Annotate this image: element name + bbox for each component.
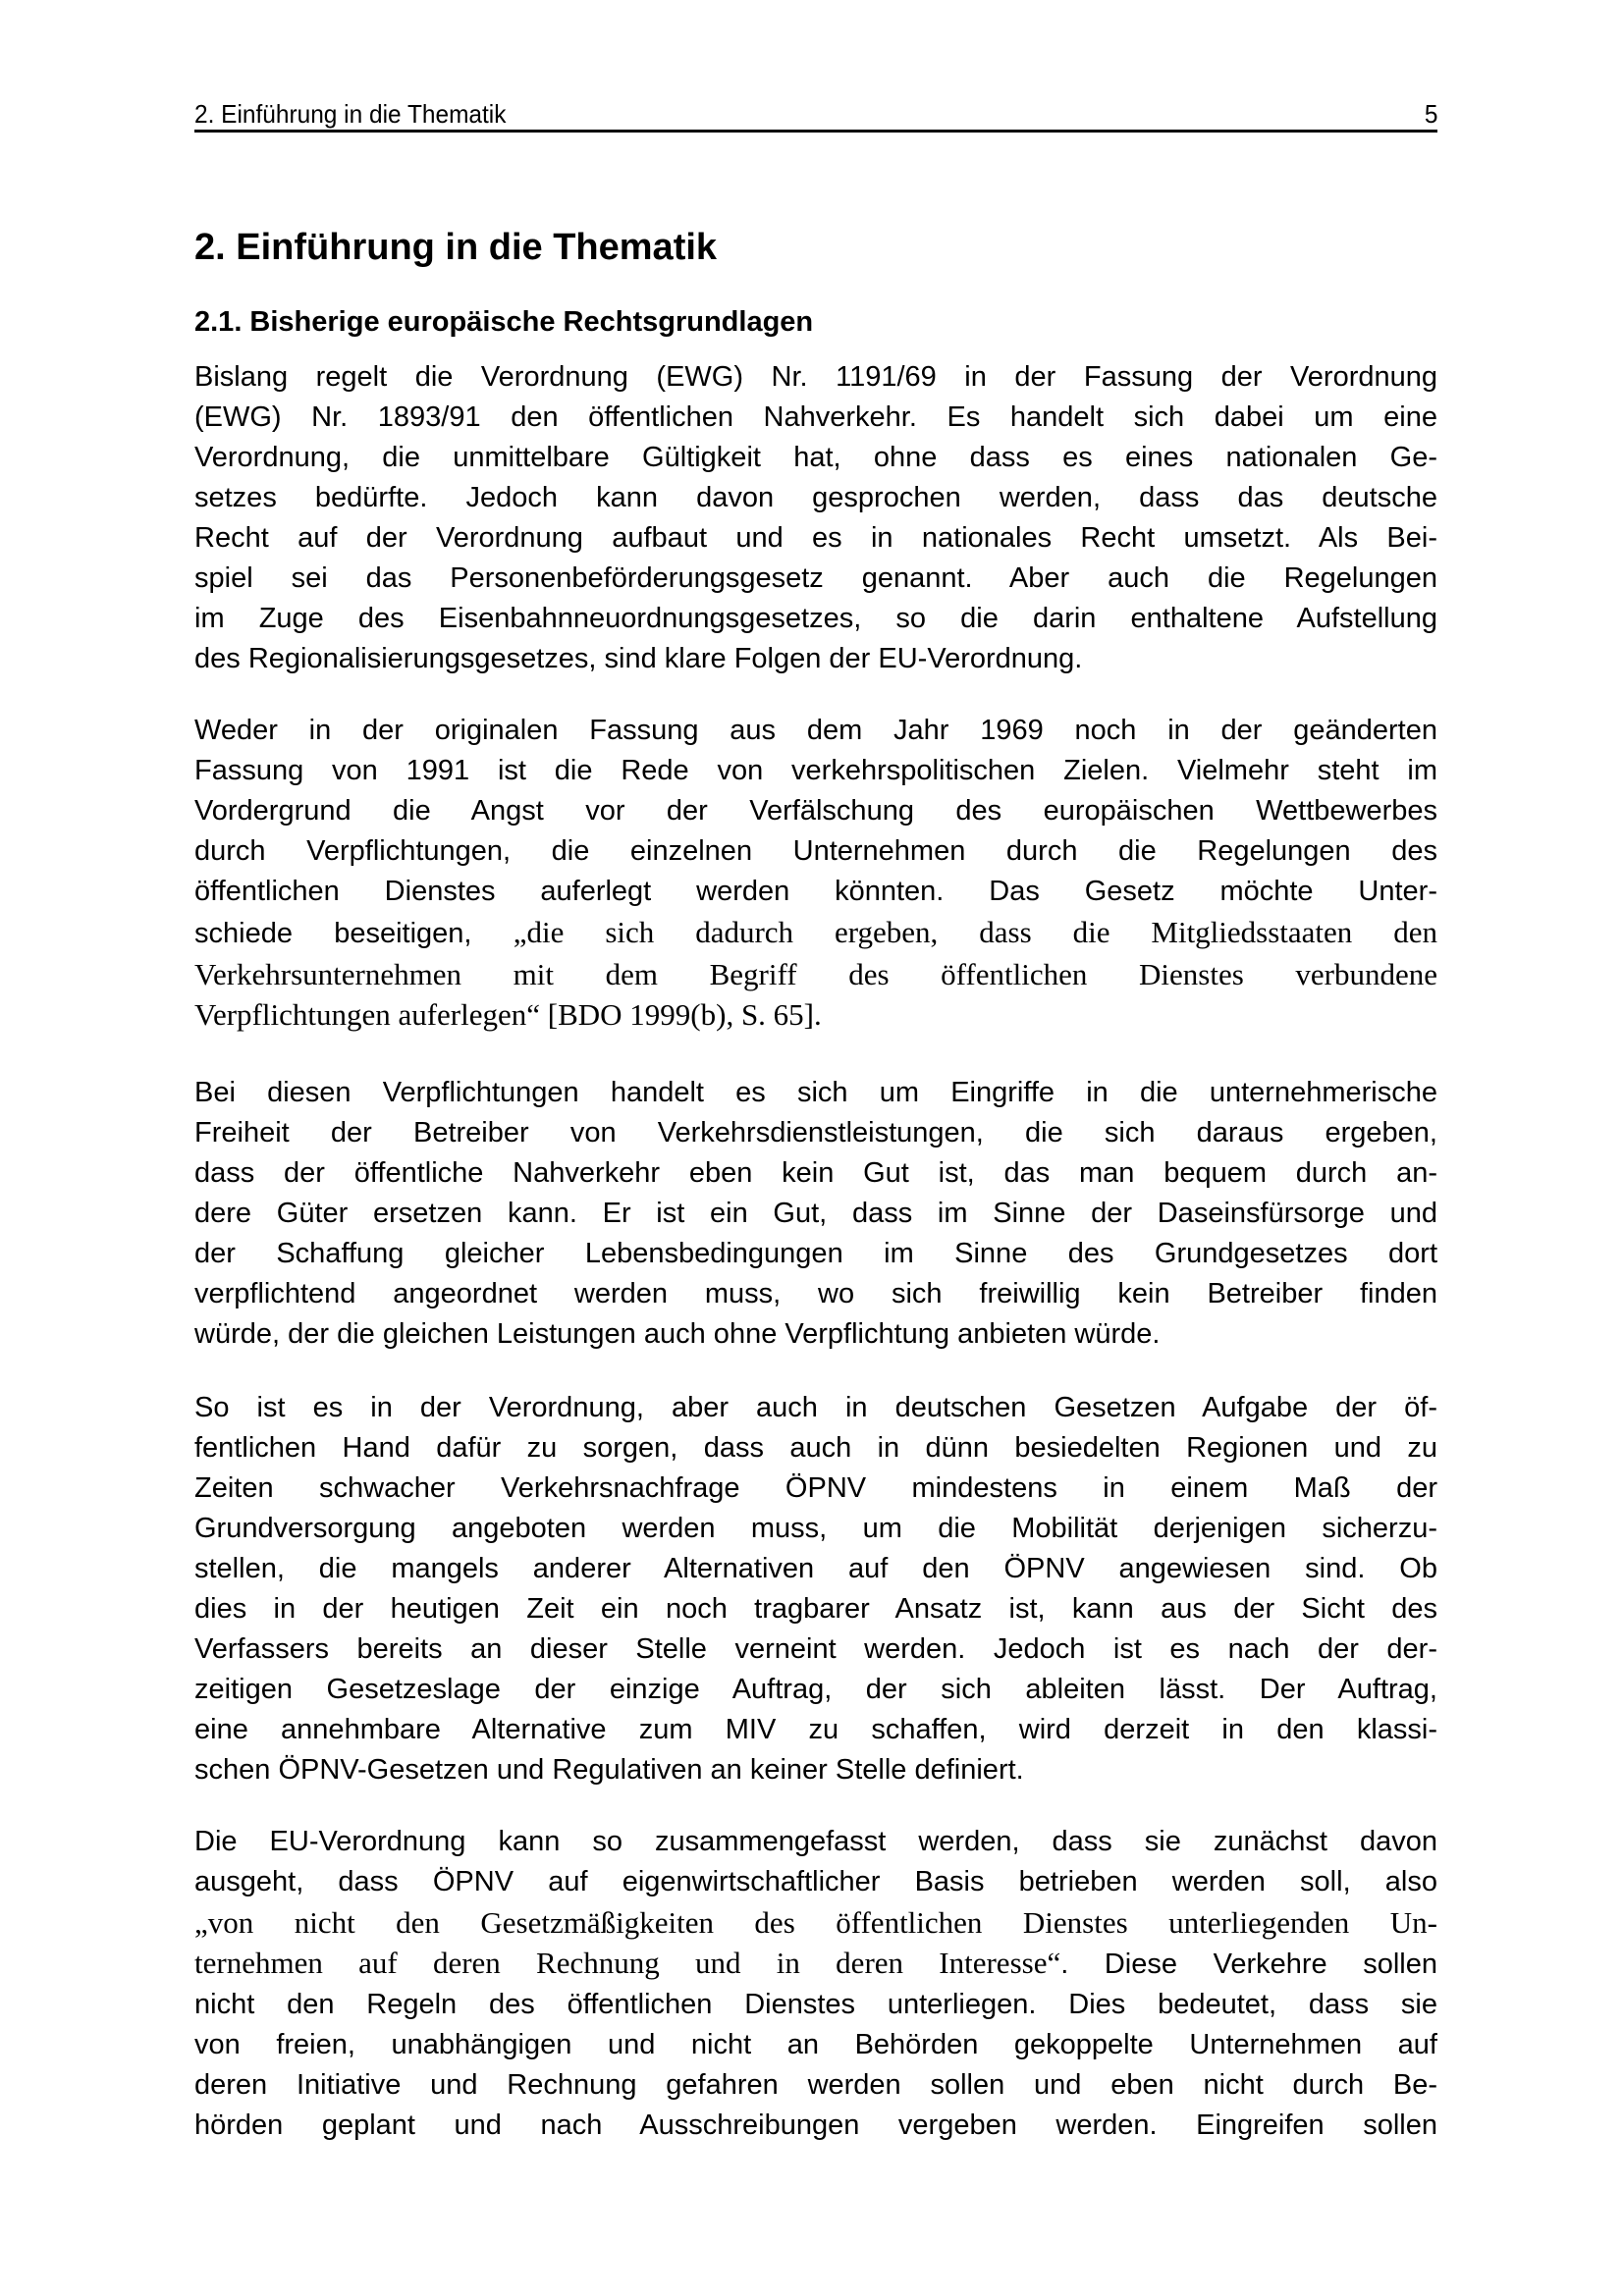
text-line: eine annehmbare Alternative zum MIV zu schaffen, wird derzeit in den klassi-	[194, 1714, 1437, 1745]
quotation: ternehmen auf deren Rechnung und in deren Interesse“	[194, 1946, 1061, 1980]
page-number: 5	[1424, 99, 1437, 129]
text-line: dass der öffentliche Nahverkehr eben kein Gut ist, das man bequem durch an-	[194, 1157, 1437, 1189]
text-line: verpflichtend angeordnet werden muss, wo sich freiwillig kein Betreiber finden	[194, 1278, 1437, 1309]
quotation-line: „von nicht den Gesetzmäßigkeiten des öffentlichen Dienstes unterliegenden Un-	[194, 1905, 1437, 1940]
text-line: Verordnung, die unmittelbare Gültigkeit hat, ohne dass es eines nationalen Ge-	[194, 442, 1437, 473]
text-line: Fassung von 1991 ist die Rede von verkehrspolitischen Zielen. Vielmehr steht im	[194, 755, 1437, 786]
text-line: Zeiten schwacher Verkehrsnachfrage ÖPNV mindestens in einem Maß der	[194, 1472, 1437, 1504]
paragraph-3	[194, 1073, 1437, 1355]
text-line: fentlichen Hand dafür zu sorgen, dass auch in dünn besiedelten Regionen und zu	[194, 1432, 1437, 1464]
text-line: öffentlichen Dienstes auferlegt werden könnten. Das Gesetz möchte Unter-	[194, 876, 1437, 907]
quotation: „die sich dadurch ergeben, dass die Mitgliedsstaaten den	[513, 915, 1438, 949]
chapter-title: 2. Einführung in die Thematik	[194, 227, 718, 268]
text-line: dies in der heutigen Zeit ein noch tragbarer Ansatz ist, kann aus der Sicht des	[194, 1593, 1437, 1625]
running-header-title: 2. Einführung in die Thematik	[194, 99, 507, 129]
text-line: Bei diesen Verpflichtungen handelt es sich um Eingriffe in die unternehmerische	[194, 1077, 1437, 1108]
text-line: Freiheit der Betreiber von Verkehrsdienstleistungen, die sich daraus ergeben,	[194, 1117, 1437, 1148]
text-line: Recht auf der Verordnung aufbaut und es in nationales Recht umsetzt. Als Bei-	[194, 522, 1437, 554]
text-line: (EWG) Nr. 1893/91 den öffentlichen Nahverkehr. Es handelt sich dabei um eine	[194, 401, 1437, 433]
text-line: deren Initiative und Rechnung gefahren werden sollen und eben nicht durch Be-	[194, 2069, 1437, 2101]
text-line: Verfassers bereits an dieser Stelle verneint werden. Jedoch ist es nach der der-	[194, 1633, 1437, 1665]
text-run: schiede beseitigen,	[194, 918, 514, 949]
text-line: ausgeht, dass ÖPNV auf eigenwirtschaftlicher Basis betrieben werden soll, also	[194, 1866, 1437, 1897]
text-line: der Schaffung gleicher Lebensbedingungen im Sinne des Grundgesetzes dort	[194, 1238, 1437, 1269]
text-line: des Regionalisierungsgesetzes, sind klare Folgen der EU-Verordnung.	[194, 643, 1083, 674]
section-title: 2.1. Bisherige europäische Rechtsgrundlagen	[194, 306, 814, 338]
paragraph-5	[194, 1822, 1437, 2146]
paragraph-2	[194, 711, 1437, 1035]
text-line: spiel sei das Personenbeförderungsgesetz genannt. Aber auch die Regelungen	[194, 562, 1437, 594]
text-line: durch Verpflichtungen, die einzelnen Unternehmen durch die Regelungen des	[194, 835, 1437, 867]
mixed-text-line	[194, 1943, 1437, 1985]
paragraph-1	[194, 357, 1437, 679]
text-line: Grundversorgung angeboten werden muss, um die Mobilität derjenigen sicherzu-	[194, 1513, 1437, 1544]
text-line: von freien, unabhängigen und nicht an Behörden gekoppelte Unternehmen auf	[194, 2029, 1437, 2060]
text-line: nicht den Regeln des öffentlichen Dienstes unterliegen. Dies bedeutet, dass sie	[194, 1989, 1437, 2020]
quotation-line: Verkehrsunternehmen mit dem Begriff des öffentlichen Dienstes verbundene	[194, 957, 1437, 991]
text-line: So ist es in der Verordnung, aber auch in deutschen Gesetzen Aufgabe der öf-	[194, 1392, 1437, 1423]
text-line: zeitigen Gesetzeslage der einzige Auftrag, der sich ableiten lässt. Der Auftrag,	[194, 1674, 1437, 1705]
text-line: Die EU-Verordnung kann so zusammengefasst werden, dass sie zunächst davon	[194, 1826, 1437, 1857]
text-line: stellen, die mangels anderer Alternativen auf den ÖPNV angewiesen sind. Ob	[194, 1553, 1437, 1584]
text-line: Bislang regelt die Verordnung (EWG) Nr. 1191/69 in der Fassung der Verordnung	[194, 361, 1437, 393]
text-line: Weder in der originalen Fassung aus dem Jahr 1969 noch in der geänderten	[194, 715, 1437, 746]
text-line: schen ÖPNV-Gesetzen und Regulativen an keiner Stelle definiert.	[194, 1754, 1024, 1786]
running-header	[194, 98, 1437, 133]
text-line: setzes bedürfte. Jedoch kann davon gesprochen werden, dass das deutsche	[194, 482, 1437, 513]
paragraph-4	[194, 1388, 1437, 1790]
text-run: . Diese Verkehre sollen	[1060, 1949, 1437, 1980]
text-line: im Zuge des Eisenbahnneuordnungsgesetzes, so die darin enthaltene Aufstellung	[194, 603, 1437, 634]
text-line: hörden geplant und nach Ausschreibungen vergeben werden. Eingreifen sollen	[194, 2109, 1437, 2141]
text-line: dere Güter ersetzen kann. Er ist ein Gut, dass im Sinne der Daseinsfürsorge und	[194, 1198, 1437, 1229]
text-line: würde, der die gleichen Leistungen auch ohne Verpflichtung anbieten würde.	[194, 1318, 1161, 1350]
text-line: Vordergrund die Angst vor der Verfälschung des europäischen Wettbewerbes	[194, 795, 1437, 827]
mixed-text-line	[194, 912, 1437, 954]
quotation-line: Verpflichtungen auferlegen“ [BDO 1999(b), S. 65].	[194, 997, 822, 1032]
